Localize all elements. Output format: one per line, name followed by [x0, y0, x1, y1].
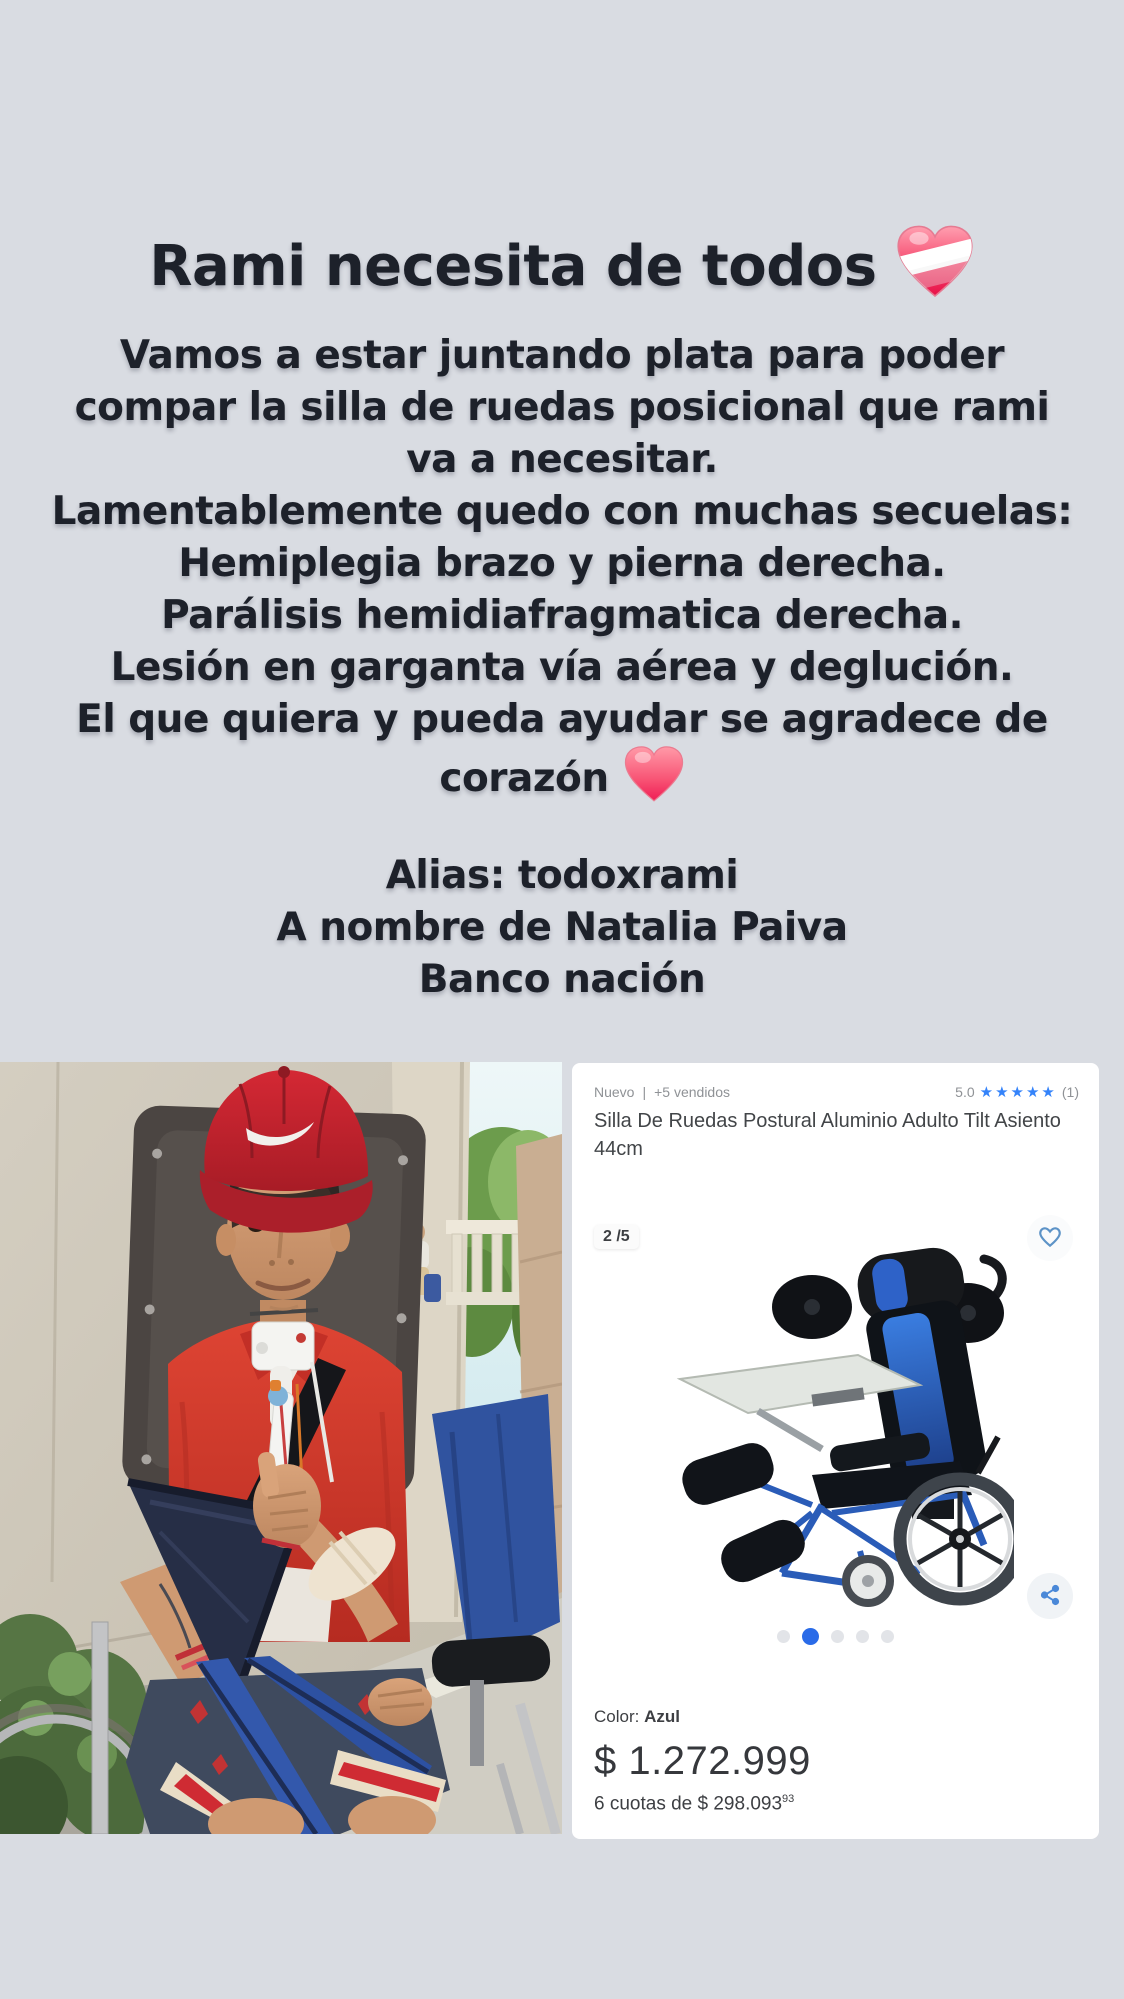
- installments-line: [594, 1793, 794, 1815]
- color-value: Azul: [644, 1707, 680, 1726]
- story-title-row: [0, 224, 1124, 309]
- meta-divider: |: [642, 1084, 647, 1100]
- product-title: Silla De Ruedas Postural Aluminio Adulto Tilt Asiento 44cm: [594, 1110, 1061, 1160]
- carousel-dot[interactable]: [856, 1630, 869, 1643]
- rami-photo: [0, 1062, 562, 1834]
- color-label: Color:: [594, 1707, 640, 1726]
- alias-block: [0, 850, 1124, 1006]
- image-counter-badge: 2 /5: [594, 1225, 639, 1249]
- closing-word: corazón: [439, 755, 609, 801]
- carousel-dots: [572, 1628, 1099, 1645]
- rating-stars-icon: ★★★★★: [979, 1084, 1057, 1101]
- color-row: [594, 1707, 680, 1727]
- alias-line: Alias: todoxrami: [385, 853, 739, 898]
- body-line: Parálisis hemidiafragmatica derecha.: [161, 593, 963, 638]
- installments-decimals: 93: [782, 1793, 795, 1805]
- carousel-dot[interactable]: [802, 1628, 819, 1645]
- carousel-dot[interactable]: [881, 1630, 894, 1643]
- product-gallery[interactable]: [572, 1183, 1099, 1683]
- body-line: va a necesitar.: [406, 437, 718, 482]
- rating-row[interactable]: [955, 1083, 1079, 1101]
- body-line: El que quiera y pueda ayudar se agradece de: [76, 697, 1048, 742]
- product-meta-row: [594, 1083, 1079, 1101]
- alias-line: Banco nación: [418, 957, 706, 1002]
- reviews-count: (1): [1061, 1084, 1079, 1100]
- page-title: Rami necesita de todos: [149, 233, 877, 299]
- product-card[interactable]: [572, 1063, 1099, 1839]
- rating-value: 5.0: [955, 1084, 975, 1100]
- closing-row: [0, 752, 1124, 804]
- product-price: $ 1.272.999: [594, 1739, 811, 1783]
- share-button[interactable]: [1027, 1573, 1073, 1619]
- story-body: [0, 330, 1124, 804]
- wishlist-button[interactable]: [1027, 1215, 1073, 1261]
- product-image-wheelchair: [662, 1243, 1014, 1607]
- body-line: Hemiplegia brazo y pierna derecha.: [178, 541, 946, 586]
- condition-label: Nuevo: [594, 1084, 635, 1100]
- mending-heart-icon: [895, 224, 975, 309]
- heart-outline-icon: [1037, 1224, 1063, 1253]
- installments-text: 6 cuotas de $ 298.093: [594, 1793, 783, 1815]
- share-nodes-icon: [1038, 1583, 1062, 1610]
- alias-line: A nombre de Natalia Paiva: [276, 905, 848, 950]
- sold-count: +5 vendidos: [654, 1084, 731, 1100]
- body-line: Lesión en garganta vía aérea y deglución.: [110, 645, 1014, 690]
- body-line: Vamos a estar juntando plata para poder: [119, 333, 1005, 378]
- body-line: Lamentablemente quedo con muchas secuelas:: [51, 489, 1073, 534]
- carousel-dot[interactable]: [777, 1630, 790, 1643]
- pink-heart-icon: [623, 745, 685, 812]
- carousel-dot[interactable]: [831, 1630, 844, 1643]
- body-line: compar la silla de ruedas posicional que rami: [74, 385, 1050, 430]
